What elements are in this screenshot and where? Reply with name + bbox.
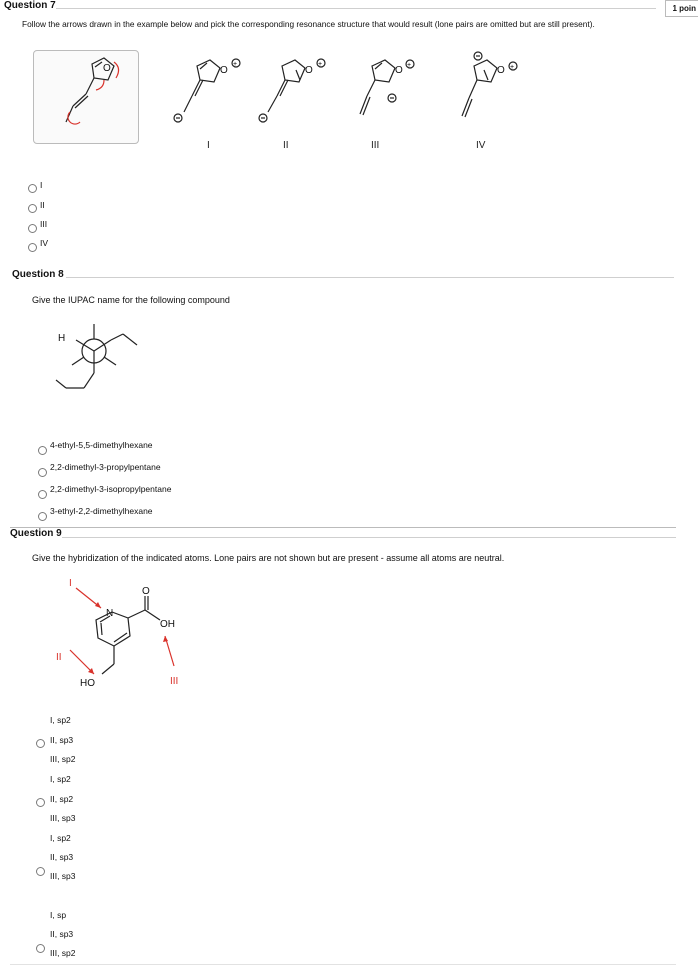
newman-projection: [0, 310, 200, 400]
structure-ii: [259, 59, 325, 151]
q8-option-3-label: 2,2-dimethyl-3-isopropylpentane: [50, 484, 172, 494]
svg-text:O: O: [395, 65, 403, 76]
svg-text:O: O: [103, 63, 111, 74]
question-7-prompt: Follow the arrows drawn in the example below and pick the corresponding resonance structure that would result (lone pairs are omitted but are still present).: [22, 19, 595, 29]
q9-option-4-line-3: III, sp2: [50, 948, 76, 958]
q9-option-1-line-3: III, sp2: [50, 754, 76, 764]
q9-option-1-radio[interactable]: [36, 739, 45, 748]
q9-option-2-line-3: III, sp3: [50, 813, 76, 823]
q8-option-2-label: 2,2-dimethyl-3-propylpentane: [50, 462, 161, 472]
structure-label-iii: III: [371, 140, 380, 151]
q9-option-1-line-1: I, sp2: [50, 715, 71, 725]
newman-h-atom: H: [58, 333, 66, 344]
q7-option-iv-label: IV: [40, 238, 49, 248]
svg-text:+: +: [407, 62, 412, 69]
q9-option-3-radio[interactable]: [36, 867, 45, 876]
pyridine-molecule: [0, 570, 260, 700]
question-7-title: Question 7: [4, 0, 56, 11]
q9-option-3-line-3: III, sp3: [50, 871, 76, 881]
q8-option-4-radio[interactable]: [38, 512, 47, 521]
resonance-diagram: [0, 0, 698, 160]
q9-option-3-line-1: I, sp2: [50, 833, 71, 843]
example-molecule: [66, 58, 119, 124]
question-9-divider: [62, 537, 676, 538]
q9-option-2-radio[interactable]: [36, 798, 45, 807]
question-9-prompt: Give the hybridization of the indicated atoms. Lone pairs are not shown but are present - assume all atoms are neutral.: [32, 553, 505, 563]
structure-iii: [360, 60, 414, 151]
svg-text:O: O: [497, 65, 505, 76]
q7-option-ii-radio[interactable]: [28, 204, 37, 213]
question-9-top-divider: [10, 527, 676, 528]
q9-atom-o: O: [142, 586, 150, 597]
q9-atom-oh: OH: [160, 619, 175, 630]
points-badge: 1 poin: [665, 0, 698, 17]
q8-option-4-label: 3-ethyl-2,2-dimethylhexane: [50, 506, 153, 516]
structure-label-iv: IV: [476, 140, 486, 151]
q7-option-i-radio[interactable]: [28, 184, 37, 193]
q9-option-4-line-2: II, sp3: [50, 929, 74, 939]
q9-atom-n: N: [106, 608, 114, 619]
q9-marker-ii: II: [56, 652, 62, 663]
question-8-prompt: Give the IUPAC name for the following compound: [32, 295, 230, 305]
q7-option-iii-label: III: [40, 219, 48, 229]
q9-option-1-line-2: II, sp3: [50, 735, 74, 745]
q9-option-2-line-1: I, sp2: [50, 774, 71, 784]
q9-option-4-radio[interactable]: [36, 944, 45, 953]
svg-text:O: O: [305, 65, 313, 76]
structure-label-i: I: [207, 140, 210, 151]
q7-option-i-label: I: [40, 180, 43, 190]
svg-text:+: +: [510, 64, 515, 71]
question-8-divider: [66, 277, 674, 278]
q7-option-ii-label: II: [40, 200, 45, 210]
q7-option-iv-radio[interactable]: [28, 243, 37, 252]
svg-text:+: +: [318, 61, 323, 68]
svg-text:+: +: [233, 61, 238, 68]
q9-marker-iii: III: [170, 676, 179, 687]
question-9-title: Question 9: [10, 528, 62, 539]
structure-iv: [462, 52, 517, 151]
svg-text:O: O: [220, 65, 228, 76]
structure-label-ii: II: [283, 140, 289, 151]
q9-option-3-line-2: II, sp3: [50, 852, 74, 862]
bottom-divider: [10, 964, 676, 965]
q8-option-2-radio[interactable]: [38, 468, 47, 477]
q8-option-1-label: 4-ethyl-5,5-dimethylhexane: [50, 440, 153, 450]
q8-option-1-radio[interactable]: [38, 446, 47, 455]
q8-option-3-radio[interactable]: [38, 490, 47, 499]
structure-i: [174, 59, 240, 151]
q9-option-4-line-1: I, sp: [50, 910, 67, 920]
q9-marker-i: I: [69, 578, 72, 589]
q9-atom-ho: HO: [80, 678, 95, 689]
q9-option-2-line-2: II, sp2: [50, 794, 74, 804]
q7-option-iii-radio[interactable]: [28, 224, 37, 233]
question-8-title: Question 8: [12, 269, 64, 280]
